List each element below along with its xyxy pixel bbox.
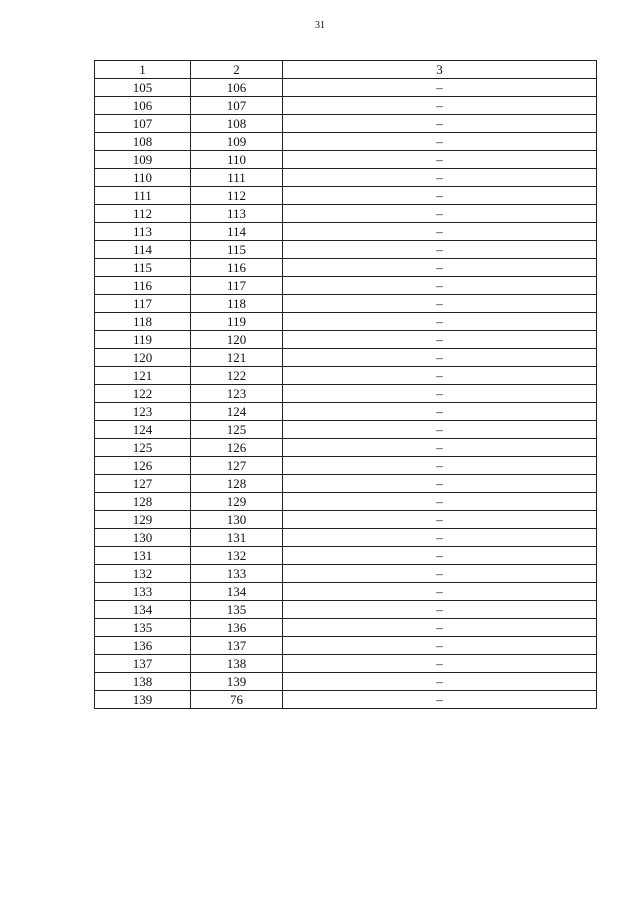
table-cell-col-3: – <box>283 115 597 133</box>
table-cell-col-2: 139 <box>191 673 283 691</box>
table-row <box>95 259 597 277</box>
table-cell-col-2: 108 <box>191 115 283 133</box>
table-cell-col-1: 135 <box>95 619 191 637</box>
table-cell-col-1: 134 <box>95 601 191 619</box>
table-cell-col-1: 132 <box>95 565 191 583</box>
table-cell-col-2: 136 <box>191 619 283 637</box>
table-row <box>95 223 597 241</box>
table-row <box>95 115 597 133</box>
table-cell-col-3: – <box>283 295 597 313</box>
table-header-row <box>95 61 597 79</box>
table-cell-col-2: 124 <box>191 403 283 421</box>
table-cell-col-1: 111 <box>95 187 191 205</box>
table-cell-col-1: 105 <box>95 79 191 97</box>
table-cell-col-1: 115 <box>95 259 191 277</box>
table-cell-col-1: 113 <box>95 223 191 241</box>
table-cell-col-2: 111 <box>191 169 283 187</box>
table-cell-col-3: – <box>283 457 597 475</box>
table-cell-col-2: 116 <box>191 259 283 277</box>
table-cell-col-3: – <box>283 493 597 511</box>
table-cell-col-3: – <box>283 511 597 529</box>
table-row <box>95 169 597 187</box>
table-cell-col-2: 107 <box>191 97 283 115</box>
table-cell-col-3: – <box>283 169 597 187</box>
table-row <box>95 385 597 403</box>
table-row <box>95 655 597 673</box>
table-cell-col-2: 110 <box>191 151 283 169</box>
table-cell-col-2: 113 <box>191 205 283 223</box>
table-row <box>95 475 597 493</box>
table-cell-col-3: – <box>283 259 597 277</box>
table-row <box>95 619 597 637</box>
table-cell-col-3: – <box>283 331 597 349</box>
table-row <box>95 511 597 529</box>
table-cell-col-2: 123 <box>191 385 283 403</box>
table-row <box>95 295 597 313</box>
table-cell-col-2: 138 <box>191 655 283 673</box>
table-cell-col-2: 122 <box>191 367 283 385</box>
table-row <box>95 277 597 295</box>
table-cell-col-1: 108 <box>95 133 191 151</box>
table-cell-col-1: 112 <box>95 205 191 223</box>
table-cell-col-1: 130 <box>95 529 191 547</box>
table-cell-col-2: 115 <box>191 241 283 259</box>
table-cell-col-1: 110 <box>95 169 191 187</box>
table-cell-col-2: 127 <box>191 457 283 475</box>
table-cell-col-1: 139 <box>95 691 191 709</box>
page-number: 31 <box>315 20 325 31</box>
table-cell-col-2: 129 <box>191 493 283 511</box>
table-row <box>95 493 597 511</box>
table-row <box>95 529 597 547</box>
table-row <box>95 97 597 115</box>
table-cell-col-1: 127 <box>95 475 191 493</box>
table-cell-col-3: – <box>283 637 597 655</box>
table-cell-col-2: 137 <box>191 637 283 655</box>
table-row <box>95 421 597 439</box>
table-cell-col-3: – <box>283 277 597 295</box>
table-cell-col-2: 126 <box>191 439 283 457</box>
table-row <box>95 349 597 367</box>
table-cell-col-2: 117 <box>191 277 283 295</box>
table-row <box>95 457 597 475</box>
table-cell-col-1: 138 <box>95 673 191 691</box>
table-cell-col-2: 114 <box>191 223 283 241</box>
table-row <box>95 583 597 601</box>
table-cell-col-1: 120 <box>95 349 191 367</box>
table-cell-col-1: 107 <box>95 115 191 133</box>
table-cell-col-3: – <box>283 367 597 385</box>
table-row <box>95 151 597 169</box>
table-cell-col-2: 133 <box>191 565 283 583</box>
table-cell-col-3: – <box>283 223 597 241</box>
table-cell-col-2: 112 <box>191 187 283 205</box>
table-cell-col-3: – <box>283 655 597 673</box>
table-cell-col-3: – <box>283 691 597 709</box>
table-row <box>95 691 597 709</box>
table-cell-col-2: 76 <box>191 691 283 709</box>
table-row <box>95 565 597 583</box>
column-header-1: 1 <box>95 61 191 79</box>
table-cell-col-3: – <box>283 439 597 457</box>
table-cell-col-3: – <box>283 601 597 619</box>
table-cell-col-2: 106 <box>191 79 283 97</box>
table-cell-col-1: 124 <box>95 421 191 439</box>
table-cell-col-3: – <box>283 475 597 493</box>
table-cell-col-3: – <box>283 187 597 205</box>
table-cell-col-3: – <box>283 619 597 637</box>
table-cell-col-3: – <box>283 547 597 565</box>
column-header-3: 3 <box>283 61 597 79</box>
table-cell-col-2: 132 <box>191 547 283 565</box>
table-row <box>95 313 597 331</box>
table-cell-col-3: – <box>283 565 597 583</box>
table-cell-col-3: – <box>283 205 597 223</box>
table-cell-col-3: – <box>283 151 597 169</box>
table-cell-col-1: 117 <box>95 295 191 313</box>
table-cell-col-1: 129 <box>95 511 191 529</box>
table-row <box>95 673 597 691</box>
table-cell-col-3: – <box>283 403 597 421</box>
table-row <box>95 637 597 655</box>
table-cell-col-2: 130 <box>191 511 283 529</box>
table-row <box>95 403 597 421</box>
table-cell-col-1: 128 <box>95 493 191 511</box>
table-cell-col-3: – <box>283 313 597 331</box>
table-cell-col-2: 128 <box>191 475 283 493</box>
table-cell-col-3: – <box>283 97 597 115</box>
table-cell-col-2: 120 <box>191 331 283 349</box>
table-cell-col-3: – <box>283 385 597 403</box>
table-cell-col-1: 123 <box>95 403 191 421</box>
table-cell-col-2: 134 <box>191 583 283 601</box>
table-cell-col-1: 106 <box>95 97 191 115</box>
table-cell-col-1: 109 <box>95 151 191 169</box>
table-cell-col-1: 136 <box>95 637 191 655</box>
table-cell-col-1: 126 <box>95 457 191 475</box>
table-cell-col-1: 137 <box>95 655 191 673</box>
table-cell-col-2: 109 <box>191 133 283 151</box>
table-row <box>95 439 597 457</box>
table-cell-col-1: 131 <box>95 547 191 565</box>
table-cell-col-3: – <box>283 421 597 439</box>
table-cell-col-3: – <box>283 79 597 97</box>
table-row <box>95 79 597 97</box>
table-cell-col-2: 118 <box>191 295 283 313</box>
table-cell-col-2: 119 <box>191 313 283 331</box>
table-cell-col-3: – <box>283 673 597 691</box>
table-cell-col-3: – <box>283 583 597 601</box>
table-cell-col-1: 122 <box>95 385 191 403</box>
table-body <box>95 79 597 709</box>
data-table <box>94 60 597 709</box>
table-cell-col-1: 125 <box>95 439 191 457</box>
table-cell-col-2: 125 <box>191 421 283 439</box>
table-cell-col-1: 121 <box>95 367 191 385</box>
table-cell-col-1: 133 <box>95 583 191 601</box>
table-row <box>95 331 597 349</box>
table-cell-col-2: 131 <box>191 529 283 547</box>
table-cell-col-3: – <box>283 133 597 151</box>
table-row <box>95 205 597 223</box>
table-cell-col-1: 114 <box>95 241 191 259</box>
table-row <box>95 601 597 619</box>
table-cell-col-1: 119 <box>95 331 191 349</box>
table-row <box>95 547 597 565</box>
column-header-2: 2 <box>191 61 283 79</box>
table-cell-col-2: 121 <box>191 349 283 367</box>
table-cell-col-1: 116 <box>95 277 191 295</box>
table-cell-col-2: 135 <box>191 601 283 619</box>
table-cell-col-3: – <box>283 241 597 259</box>
table-row <box>95 367 597 385</box>
table-cell-col-1: 118 <box>95 313 191 331</box>
table-cell-col-3: – <box>283 529 597 547</box>
table-row <box>95 187 597 205</box>
table-cell-col-3: – <box>283 349 597 367</box>
table-row <box>95 241 597 259</box>
table-row <box>95 133 597 151</box>
